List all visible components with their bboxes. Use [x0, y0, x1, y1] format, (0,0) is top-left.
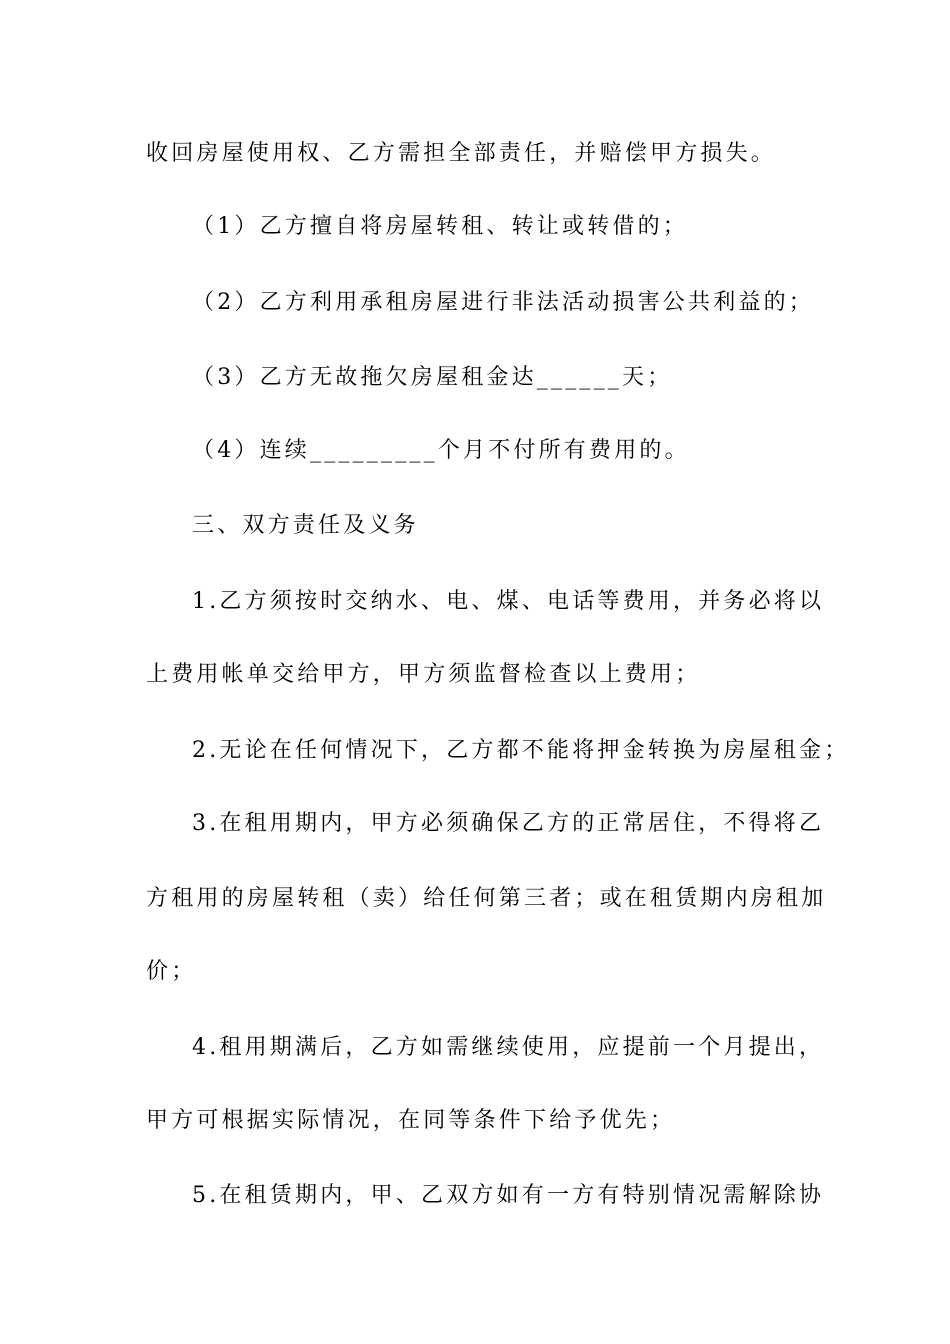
- section-heading: 三、双方责任及义务: [192, 513, 419, 538]
- paragraph-line: 2.无论在任何情况下，乙方都不能将押金转换为房屋租金；: [192, 738, 850, 763]
- clause-item-4: （4）连续_________个月不付所有费用的。: [192, 438, 690, 463]
- paragraph-line: 甲方可根据实际情况，在同等条件下给予优先；: [146, 1108, 676, 1133]
- paragraph-line: 上费用帐单交给甲方，甲方须监督检查以上费用；: [146, 662, 701, 687]
- clause-item-3: （3）乙方无故拖欠房屋租金达______天；: [192, 365, 673, 390]
- paragraph-line: 方租用的房屋转租（卖）给任何第三者；或在租赁期内房租加: [146, 886, 827, 911]
- paragraph-line: 1.乙方须按时交纳水、电、煤、电话等费用，并务必将以: [192, 589, 825, 614]
- paragraph-line: 3.在租用期内，甲方必须确保乙方的正常居住，不得将乙: [192, 811, 825, 836]
- paragraph-line: 4.租用期满后，乙方如需继续使用，应提前一个月提出，: [192, 1035, 825, 1060]
- paragraph-line: 价；: [146, 959, 197, 984]
- clause-item-2: （2）乙方利用承租房屋进行非法活动损害公共利益的；: [192, 290, 814, 315]
- paragraph-line: 5.在租赁期内，甲、乙双方如有一方有特别情况需解除协: [192, 1183, 825, 1208]
- clause-item-1: （1）乙方擅自将房屋转租、转让或转借的；: [192, 214, 688, 239]
- paragraph-line: 收回房屋使用权、乙方需担全部责任，并赔偿甲方损失。: [146, 141, 777, 166]
